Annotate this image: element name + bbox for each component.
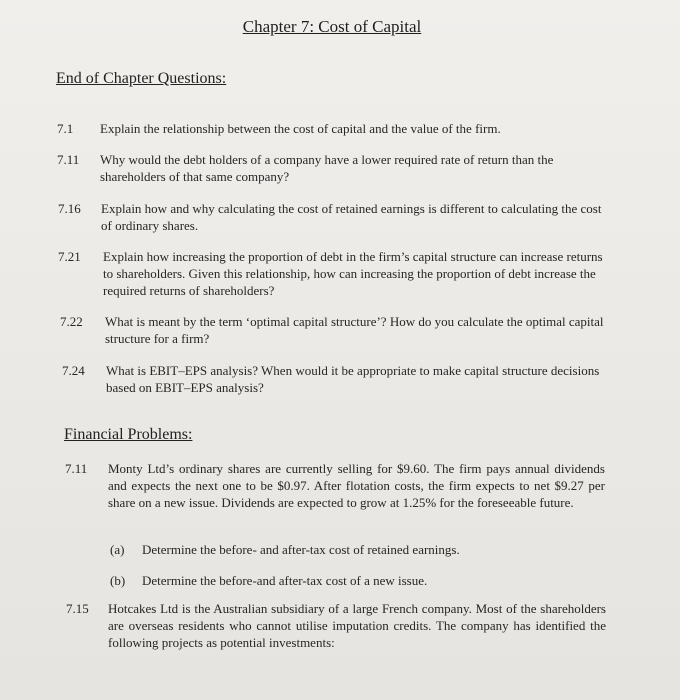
end-of-chapter-heading: End of Chapter Questions: [56, 70, 227, 87]
financial-problems-heading: Financial Problems: [64, 426, 193, 443]
page-title: Chapter 7: Cost of Capital [242, 17, 422, 36]
part-text: Determine the before- and after-tax cost of retained earnings. [142, 542, 460, 557]
question-text: Explain how and why calculating the cost of retained earnings is different to calculating the cost of ordinary shares. [101, 201, 602, 233]
part-label: (a) [110, 542, 125, 557]
question-text: Explain how increasing the proportion of debt in the firm’s capital structure can increase returns to shareholders. Given this relationship, how can increasing the proportion of debt increase the required returns of shareholders? [103, 249, 603, 298]
question-number: 7.24 [62, 363, 85, 378]
question-text: What is meant by the term ‘optimal capital structure’? How do you calculate the optimal capital structure for a firm? [105, 314, 604, 346]
question-number: 7.21 [58, 249, 81, 264]
question-number: 7.1 [57, 121, 74, 136]
problem-number: 7.15 [66, 601, 89, 616]
question-number: 7.16 [58, 201, 81, 216]
part-label: (b) [110, 573, 126, 588]
question-number: 7.22 [60, 314, 83, 329]
part-text: Determine the before-and after-tax cost of a new issue. [142, 573, 428, 588]
problem-text: Monty Ltd’s ordinary shares are currently selling for $9.60. The firm pays annual dividends and expects the next one to be $0.97. After flotation costs, the firm expects to net $9.27 per share on a new issue. Dividends are expected to grow at 1.25% for the foreseeable future. [108, 461, 605, 510]
problem-text: Hotcakes Ltd is the Australian subsidiary of a large French company. Most of the shareholders are overseas residents who cannot utilise imputation credits. The company has identified the following projects as potential investments: [108, 601, 606, 650]
problem-number: 7.11 [65, 461, 88, 476]
question-text: Why would the debt holders of a company have a lower required rate of return than the shareholders of that same company? [100, 152, 554, 184]
question-text: What is EBIT–EPS analysis? When would it be appropriate to make capital structure decisions based on EBIT–EPS analysis? [106, 363, 600, 395]
question-number: 7.11 [57, 152, 80, 167]
question-text: Explain the relationship between the cost of capital and the value of the firm. [100, 121, 501, 136]
